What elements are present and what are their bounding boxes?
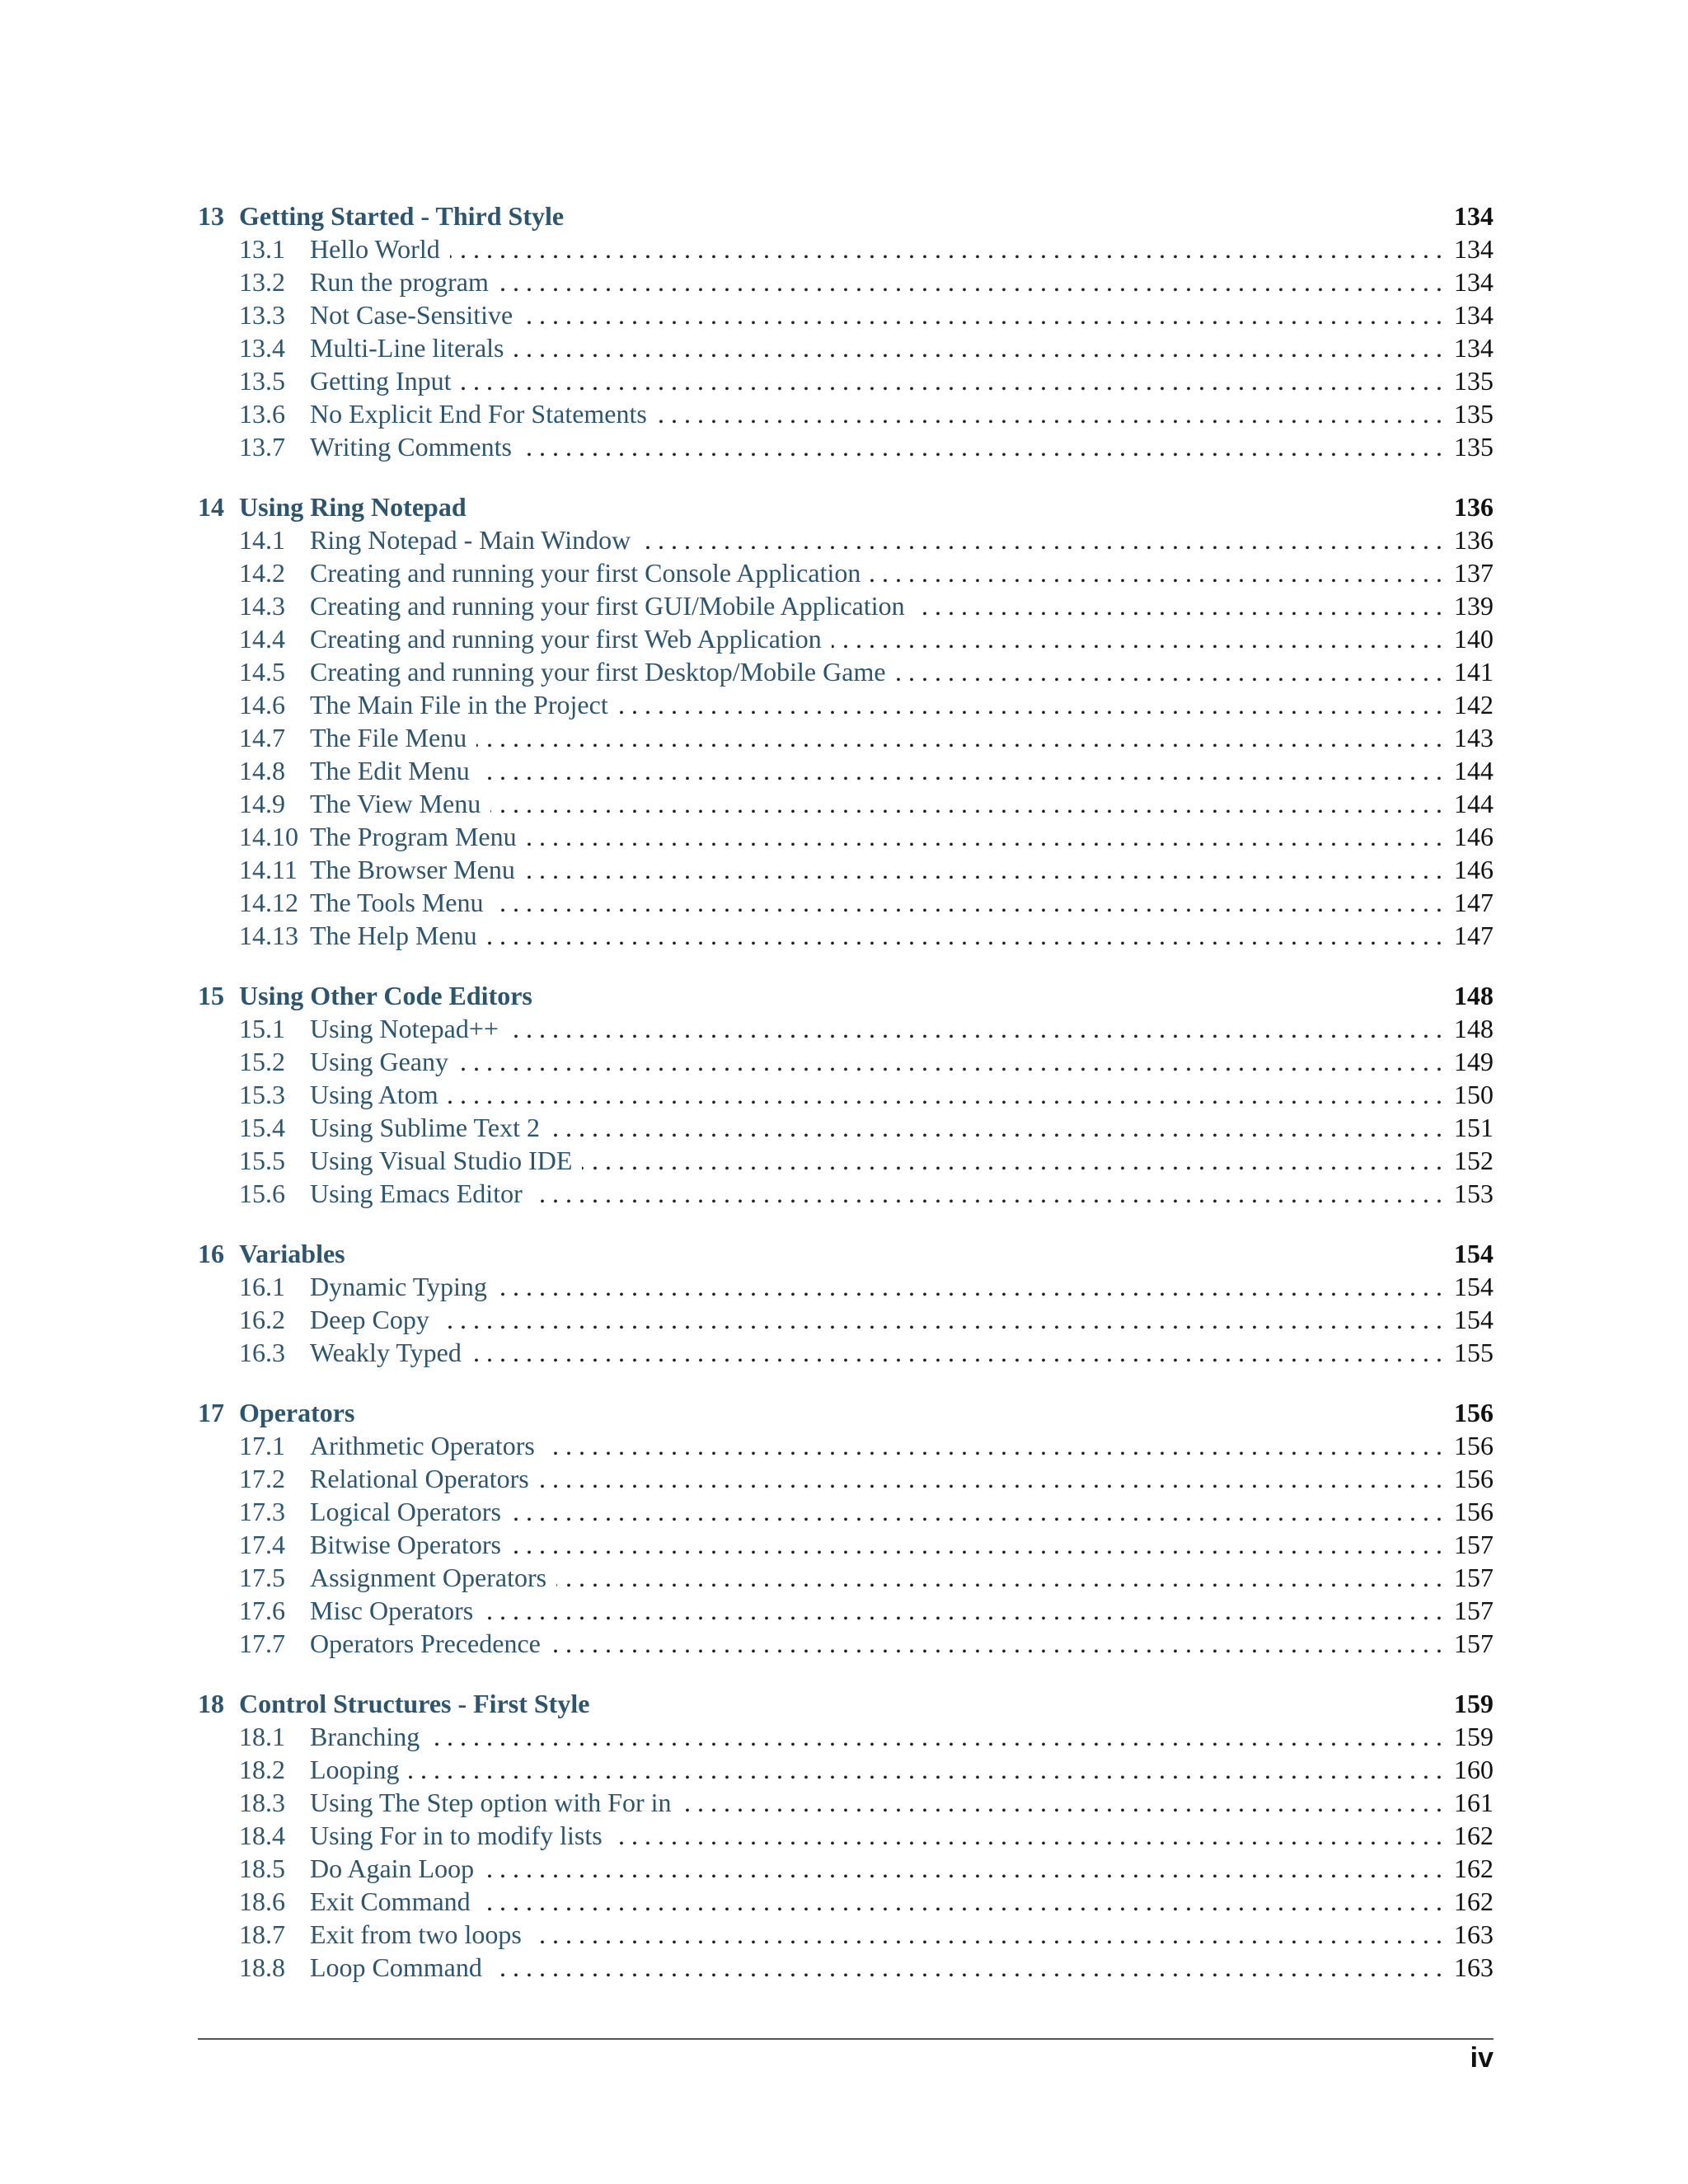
toc-chapter bbox=[198, 979, 1493, 1210]
section-title: The Edit Menu bbox=[310, 756, 470, 785]
section-title: Using Sublime Text 2 bbox=[310, 1113, 540, 1142]
dot-leader bbox=[539, 1462, 1442, 1495]
page-number: iv bbox=[1470, 2042, 1493, 2074]
chapter-page-number: 148 bbox=[1454, 981, 1493, 1010]
section-entry-link[interactable] bbox=[198, 1561, 1493, 1594]
section-number: 17.6 bbox=[239, 1596, 285, 1625]
section-title: Relational Operators bbox=[310, 1464, 529, 1493]
section-number: 14.4 bbox=[239, 624, 285, 654]
section-page-number: 139 bbox=[1454, 591, 1493, 621]
section-page-number: 143 bbox=[1454, 723, 1493, 752]
section-number: 18.1 bbox=[239, 1722, 285, 1751]
chapter-title: Control Structures - First Style bbox=[239, 1689, 590, 1718]
chapter-title: Using Ring Notepad bbox=[239, 492, 467, 522]
section-title: Looping bbox=[310, 1755, 400, 1784]
section-page-number: 163 bbox=[1454, 1919, 1493, 1949]
section-number: 13.3 bbox=[239, 300, 285, 330]
section-title: Branching bbox=[310, 1722, 420, 1751]
dot-leader bbox=[870, 556, 1442, 589]
dot-leader bbox=[514, 331, 1443, 364]
chapter-number: 18 bbox=[198, 1689, 224, 1718]
section-number: 14.2 bbox=[239, 558, 285, 588]
dot-leader bbox=[493, 886, 1442, 919]
section-page-number: 163 bbox=[1454, 1952, 1493, 1982]
section-title: Assignment Operators bbox=[310, 1563, 547, 1592]
section-entry-link[interactable] bbox=[198, 1852, 1493, 1885]
section-number: 17.2 bbox=[239, 1464, 285, 1493]
section-number: 17.3 bbox=[239, 1497, 285, 1526]
section-entry-link[interactable] bbox=[198, 364, 1493, 397]
section-page-number: 141 bbox=[1454, 657, 1493, 687]
section-entry-link[interactable] bbox=[198, 919, 1493, 952]
section-number: 17.5 bbox=[239, 1563, 285, 1592]
dot-leader bbox=[582, 1144, 1442, 1177]
chapter-entry-link[interactable] bbox=[198, 1687, 1493, 1720]
section-page-number: 161 bbox=[1454, 1788, 1493, 1817]
section-title: The File Menu bbox=[310, 723, 467, 752]
section-entry-link[interactable] bbox=[198, 1528, 1493, 1561]
dot-leader bbox=[509, 1012, 1442, 1045]
footer-rule bbox=[198, 2038, 1493, 2040]
chapter-title: Variables bbox=[239, 1239, 345, 1268]
dot-leader bbox=[462, 364, 1442, 397]
chapter-page-number: 156 bbox=[1454, 1398, 1493, 1427]
dot-leader bbox=[499, 265, 1442, 298]
section-number: 14.11 bbox=[239, 855, 298, 884]
section-entry-link[interactable] bbox=[198, 622, 1493, 655]
dot-leader bbox=[484, 1852, 1442, 1885]
section-number: 14.10 bbox=[239, 822, 298, 851]
section-page-number: 136 bbox=[1454, 525, 1493, 555]
section-page-number: 154 bbox=[1454, 1272, 1493, 1301]
section-entry-link[interactable] bbox=[198, 1594, 1493, 1627]
toc-chapter bbox=[198, 490, 1493, 952]
section-title: Hello World bbox=[310, 234, 440, 264]
section-page-number: 137 bbox=[1454, 558, 1493, 588]
section-title: The Tools Menu bbox=[310, 888, 484, 917]
dot-leader bbox=[525, 853, 1442, 886]
section-number: 15.5 bbox=[239, 1146, 285, 1175]
section-entry-link[interactable] bbox=[198, 1336, 1493, 1369]
section-number: 14.8 bbox=[239, 756, 285, 785]
section-number: 16.2 bbox=[239, 1305, 285, 1334]
section-entry-link[interactable] bbox=[198, 1819, 1493, 1852]
section-page-number: 162 bbox=[1454, 1886, 1493, 1916]
section-title: Do Again Loop bbox=[310, 1854, 475, 1883]
dot-leader bbox=[640, 523, 1442, 556]
section-page-number: 134 bbox=[1454, 333, 1493, 363]
section-title: Using Atom bbox=[310, 1080, 438, 1109]
dot-leader bbox=[682, 1786, 1442, 1819]
toc-chapter bbox=[198, 1396, 1493, 1660]
section-entry-link[interactable] bbox=[198, 1012, 1493, 1045]
section-entry-link[interactable] bbox=[198, 1303, 1493, 1336]
section-entry-link[interactable] bbox=[198, 1720, 1493, 1753]
toc-chapter bbox=[198, 1237, 1493, 1369]
section-number: 15.4 bbox=[239, 1113, 285, 1142]
dot-leader bbox=[492, 1951, 1442, 1984]
section-page-number: 135 bbox=[1454, 366, 1493, 396]
section-number: 14.7 bbox=[239, 723, 285, 752]
section-number: 18.6 bbox=[239, 1886, 285, 1916]
section-page-number: 135 bbox=[1454, 399, 1493, 429]
section-entry-link[interactable] bbox=[198, 1885, 1493, 1918]
section-entry-link[interactable] bbox=[198, 1429, 1493, 1462]
section-number: 15.1 bbox=[239, 1014, 285, 1043]
chapter-page-number: 136 bbox=[1454, 492, 1493, 522]
section-page-number: 162 bbox=[1454, 1821, 1493, 1850]
chapter-number: 15 bbox=[198, 981, 224, 1010]
section-title: Misc Operators bbox=[310, 1596, 474, 1625]
section-entry-link[interactable] bbox=[198, 886, 1493, 919]
section-page-number: 134 bbox=[1454, 267, 1493, 297]
section-number: 18.4 bbox=[239, 1821, 285, 1850]
section-entry-link[interactable] bbox=[198, 1786, 1493, 1819]
section-page-number: 144 bbox=[1454, 756, 1493, 785]
section-title: Deep Copy bbox=[310, 1305, 429, 1334]
chapter-page-number: 159 bbox=[1454, 1689, 1493, 1718]
section-title: Loop Command bbox=[310, 1952, 482, 1982]
section-page-number: 149 bbox=[1454, 1047, 1493, 1076]
section-title: Bitwise Operators bbox=[310, 1530, 501, 1559]
section-number: 15.3 bbox=[239, 1080, 285, 1109]
section-title: Creating and running your first GUI/Mobile Application bbox=[310, 591, 905, 621]
section-page-number: 144 bbox=[1454, 789, 1493, 818]
section-number: 17.4 bbox=[239, 1530, 285, 1559]
section-entry-link[interactable] bbox=[198, 853, 1493, 886]
chapter-entry-link[interactable] bbox=[198, 1237, 1493, 1270]
section-entry-link[interactable] bbox=[198, 1045, 1493, 1078]
chapter-entry-link[interactable] bbox=[198, 979, 1493, 1012]
section-entry-link[interactable] bbox=[198, 1495, 1493, 1528]
section-title: Arithmetic Operators bbox=[310, 1431, 535, 1460]
section-number: 18.2 bbox=[239, 1755, 285, 1784]
section-entry-link[interactable] bbox=[198, 1111, 1493, 1144]
dot-leader bbox=[551, 1627, 1442, 1660]
table-of-contents bbox=[198, 199, 1493, 2011]
dot-leader bbox=[483, 1594, 1442, 1627]
section-title: No Explicit End For Statements bbox=[310, 399, 647, 429]
section-page-number: 156 bbox=[1454, 1497, 1493, 1526]
section-page-number: 160 bbox=[1454, 1755, 1493, 1784]
dot-leader bbox=[532, 1918, 1442, 1951]
chapter-number: 17 bbox=[198, 1398, 224, 1427]
chapter-entry-link[interactable] bbox=[198, 1396, 1493, 1429]
section-title: Multi-Line literals bbox=[310, 333, 504, 363]
section-page-number: 147 bbox=[1454, 888, 1493, 917]
section-title: Not Case-Sensitive bbox=[310, 300, 513, 330]
dot-leader bbox=[439, 1303, 1442, 1336]
section-entry-link[interactable] bbox=[198, 523, 1493, 556]
chapter-number: 13 bbox=[198, 201, 224, 231]
chapter-page-number: 154 bbox=[1454, 1239, 1493, 1268]
section-page-number: 152 bbox=[1454, 1146, 1493, 1175]
section-entry-link[interactable] bbox=[198, 232, 1493, 265]
dot-leader bbox=[511, 1495, 1442, 1528]
section-entry-link[interactable] bbox=[198, 331, 1493, 364]
section-title: Using Emacs Editor bbox=[310, 1179, 523, 1208]
chapter-number: 16 bbox=[198, 1239, 224, 1268]
section-title: Run the program bbox=[310, 267, 489, 297]
section-entry-link[interactable] bbox=[198, 721, 1493, 754]
section-entry-link[interactable] bbox=[198, 1918, 1493, 1951]
section-entry-link[interactable] bbox=[198, 556, 1493, 589]
toc-chapter bbox=[198, 1687, 1493, 1984]
section-number: 18.5 bbox=[239, 1854, 285, 1883]
dot-leader bbox=[471, 1336, 1442, 1369]
section-page-number: 150 bbox=[1454, 1080, 1493, 1109]
chapter-title: Operators bbox=[239, 1398, 355, 1427]
dot-leader bbox=[832, 622, 1442, 655]
section-number: 14.3 bbox=[239, 591, 285, 621]
section-number: 14.1 bbox=[239, 525, 285, 555]
dot-leader bbox=[657, 397, 1442, 430]
section-number: 18.7 bbox=[239, 1919, 285, 1949]
dot-leader bbox=[618, 688, 1442, 721]
section-page-number: 135 bbox=[1454, 432, 1493, 462]
section-number: 14.9 bbox=[239, 789, 285, 818]
dot-leader bbox=[511, 1528, 1442, 1561]
section-entry-link[interactable] bbox=[198, 1951, 1493, 1984]
chapter-title: Getting Started - Third Style bbox=[239, 201, 565, 231]
section-title: Exit from two loops bbox=[310, 1919, 522, 1949]
section-entry-link[interactable] bbox=[198, 1078, 1493, 1111]
section-number: 14.12 bbox=[239, 888, 298, 917]
dot-leader bbox=[523, 298, 1442, 331]
section-page-number: 156 bbox=[1454, 1431, 1493, 1460]
dot-leader bbox=[497, 1270, 1442, 1303]
section-title: Ring Notepad - Main Window bbox=[310, 525, 631, 555]
chapter-entry-link[interactable] bbox=[198, 490, 1493, 523]
chapter-number: 14 bbox=[198, 492, 224, 522]
section-title: The Browser Menu bbox=[310, 855, 515, 884]
dot-leader bbox=[490, 787, 1442, 820]
section-page-number: 148 bbox=[1454, 1014, 1493, 1043]
section-page-number: 157 bbox=[1454, 1530, 1493, 1559]
section-entry-link[interactable] bbox=[198, 787, 1493, 820]
section-entry-link[interactable] bbox=[198, 1753, 1493, 1786]
section-entry-link[interactable] bbox=[198, 1177, 1493, 1210]
section-number: 14.6 bbox=[239, 690, 285, 719]
section-entry-link[interactable] bbox=[198, 1627, 1493, 1660]
section-number: 18.3 bbox=[239, 1788, 285, 1817]
section-entry-link[interactable] bbox=[198, 688, 1493, 721]
section-entry-link[interactable] bbox=[198, 430, 1493, 463]
section-title: The View Menu bbox=[310, 789, 481, 818]
dot-leader bbox=[527, 820, 1442, 853]
section-page-number: 134 bbox=[1454, 234, 1493, 264]
section-title: The Program Menu bbox=[310, 822, 517, 851]
section-page-number: 142 bbox=[1454, 690, 1493, 719]
section-number: 17.7 bbox=[239, 1629, 285, 1658]
section-entry-link[interactable] bbox=[198, 655, 1493, 688]
section-title: Weakly Typed bbox=[310, 1338, 462, 1367]
dot-leader bbox=[476, 721, 1442, 754]
section-page-number: 157 bbox=[1454, 1563, 1493, 1592]
section-page-number: 146 bbox=[1454, 855, 1493, 884]
section-page-number: 154 bbox=[1454, 1305, 1493, 1334]
section-title: Dynamic Typing bbox=[310, 1272, 487, 1301]
dot-leader bbox=[896, 655, 1442, 688]
dot-leader bbox=[450, 232, 1442, 265]
section-title: Creating and running your first Desktop/Mobile Game bbox=[310, 657, 886, 687]
toc-chapter bbox=[198, 199, 1493, 463]
section-title: Exit Command bbox=[310, 1886, 471, 1916]
section-number: 15.6 bbox=[239, 1179, 285, 1208]
section-page-number: 157 bbox=[1454, 1596, 1493, 1625]
section-title: Logical Operators bbox=[310, 1497, 501, 1526]
section-number: 13.4 bbox=[239, 333, 285, 363]
dot-leader bbox=[429, 1720, 1442, 1753]
dot-leader bbox=[550, 1111, 1442, 1144]
section-title: Operators Precedence bbox=[310, 1629, 541, 1658]
chapter-page-number: 134 bbox=[1454, 201, 1493, 231]
section-title: Using Notepad++ bbox=[310, 1014, 499, 1043]
section-number: 16.1 bbox=[239, 1272, 285, 1301]
section-title: Using Visual Studio IDE bbox=[310, 1146, 573, 1175]
section-title: The Main File in the Project bbox=[310, 690, 608, 719]
dot-leader bbox=[532, 1177, 1442, 1210]
section-entry-link[interactable] bbox=[198, 589, 1493, 622]
section-page-number: 134 bbox=[1454, 300, 1493, 330]
section-title: Getting Input bbox=[310, 366, 452, 396]
section-page-number: 156 bbox=[1454, 1464, 1493, 1493]
section-page-number: 140 bbox=[1454, 624, 1493, 654]
section-page-number: 159 bbox=[1454, 1722, 1493, 1751]
section-title: Creating and running your first Console Application bbox=[310, 558, 861, 588]
dot-leader bbox=[409, 1753, 1442, 1786]
dot-leader bbox=[458, 1045, 1442, 1078]
section-page-number: 151 bbox=[1454, 1113, 1493, 1142]
section-number: 13.1 bbox=[239, 234, 285, 264]
section-title: Using The Step option with For in bbox=[310, 1788, 672, 1817]
section-entry-link[interactable] bbox=[198, 820, 1493, 853]
section-entry-link[interactable] bbox=[198, 1462, 1493, 1495]
section-title: Using Geany bbox=[310, 1047, 448, 1076]
section-entry-link[interactable] bbox=[198, 1144, 1493, 1177]
section-page-number: 153 bbox=[1454, 1179, 1493, 1208]
dot-leader bbox=[556, 1561, 1442, 1594]
section-page-number: 155 bbox=[1454, 1338, 1493, 1367]
section-entry-link[interactable] bbox=[198, 265, 1493, 298]
section-number: 13.5 bbox=[239, 366, 285, 396]
section-number: 16.3 bbox=[239, 1338, 285, 1367]
section-page-number: 147 bbox=[1454, 921, 1493, 950]
section-page-number: 157 bbox=[1454, 1629, 1493, 1658]
section-number: 13.7 bbox=[239, 432, 285, 462]
section-entry-link[interactable] bbox=[198, 298, 1493, 331]
section-number: 14.5 bbox=[239, 657, 285, 687]
section-title: Writing Comments bbox=[310, 432, 512, 462]
chapter-entry-link[interactable] bbox=[198, 199, 1493, 232]
dot-leader bbox=[612, 1819, 1442, 1852]
section-entry-link[interactable] bbox=[198, 754, 1493, 787]
section-number: 14.13 bbox=[239, 921, 298, 950]
section-page-number: 162 bbox=[1454, 1854, 1493, 1883]
section-title: The Help Menu bbox=[310, 921, 477, 950]
section-page-number: 146 bbox=[1454, 822, 1493, 851]
dot-leader bbox=[915, 589, 1442, 622]
section-number: 17.1 bbox=[239, 1431, 285, 1460]
dot-leader bbox=[481, 1885, 1442, 1918]
dot-leader bbox=[480, 754, 1442, 787]
section-number: 18.8 bbox=[239, 1952, 285, 1982]
dot-leader bbox=[522, 430, 1442, 463]
dot-leader bbox=[448, 1078, 1442, 1111]
dot-leader bbox=[487, 919, 1442, 952]
section-title: Using For in to modify lists bbox=[310, 1821, 603, 1850]
dot-leader bbox=[545, 1429, 1442, 1462]
section-number: 13.6 bbox=[239, 399, 285, 429]
section-title: Creating and running your first Web Application bbox=[310, 624, 822, 654]
section-number: 15.2 bbox=[239, 1047, 285, 1076]
section-entry-link[interactable] bbox=[198, 397, 1493, 430]
chapter-title: Using Other Code Editors bbox=[239, 981, 532, 1010]
section-entry-link[interactable] bbox=[198, 1270, 1493, 1303]
section-number: 13.2 bbox=[239, 267, 285, 297]
